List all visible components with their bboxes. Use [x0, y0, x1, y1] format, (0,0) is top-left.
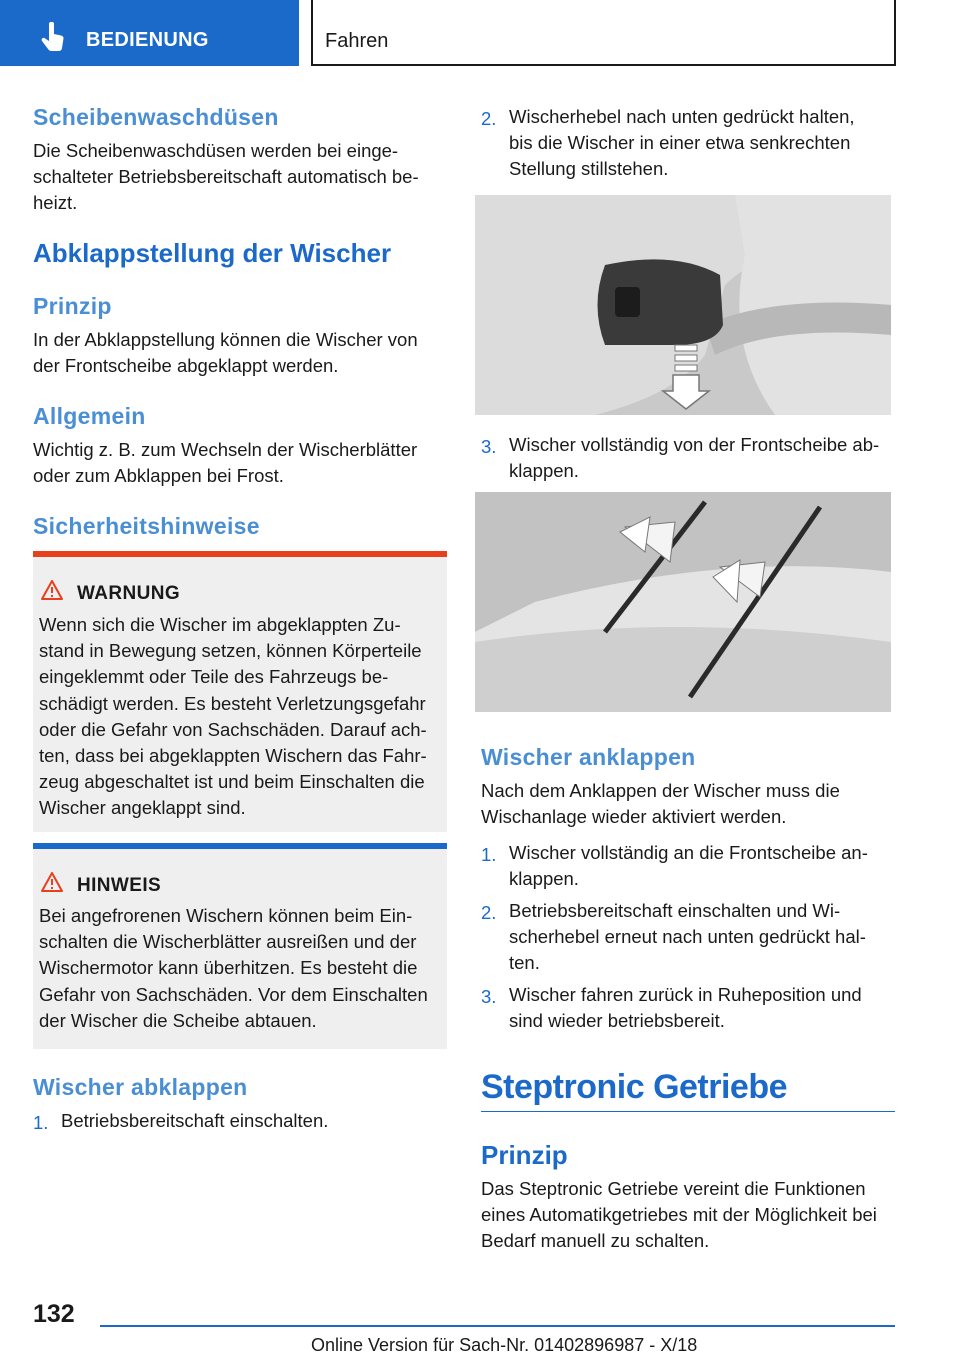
text-line: schädigt werden. Es besteht Verletzungsgefahr [39, 692, 426, 714]
text-line: Die Scheibenwaschdüsen werden bei einge- [33, 140, 399, 161]
warning-triangle-icon [41, 580, 63, 600]
step-number: 2. [481, 108, 497, 129]
text-line: Wischer vollständig von der Frontscheibe ab- [509, 434, 880, 455]
text-line: Betriebsbereitschaft einschalten und Wi- [509, 900, 841, 921]
text-line: Wischerhebel nach unten gedrückt halten, [509, 106, 855, 127]
heading-rule [481, 1111, 895, 1112]
paragraph-prinzip [33, 327, 418, 379]
text-line: Bedarf manuell zu schalten. [481, 1230, 710, 1252]
heading-sicherheitshinweise: Sicherheitshinweise [33, 513, 260, 539]
step-text [509, 840, 868, 892]
text-line: der Wischer die Scheibe abtauen. [39, 1009, 317, 1031]
heading-prinzip-2: Prinzip [481, 1140, 568, 1170]
text-line: zeug abgeschaltet ist und beim Einschalten die [39, 771, 425, 793]
text-line: Wenn sich die Wischer im abgeklappten Zu- [39, 614, 401, 635]
heading-prinzip: Prinzip [33, 293, 112, 319]
text-line: Nach dem Anklappen der Wischer muss die [481, 780, 840, 801]
step-number: 1. [481, 844, 497, 865]
footer-rule [100, 1325, 895, 1327]
text-line: scherhebel erneut nach unten gedrückt hal- [509, 926, 866, 948]
text-line: klappen. [509, 460, 579, 482]
text-line: bis die Wischer in einer etwa senkrechten [509, 132, 851, 154]
text-line: schalteter Betriebsbereitschaft automatisch be- [33, 166, 419, 188]
text-line: eingeklemmt oder Teile des Fahrzeugs be- [39, 666, 389, 688]
warning-title: WARNUNG [77, 583, 181, 604]
notice-title: HINWEIS [77, 875, 162, 896]
step-text [61, 1108, 328, 1134]
text-line: Wischermotor kann überhitzen. Es besteht die [39, 957, 418, 979]
hand-pointer-icon [40, 22, 66, 52]
notice-triangle-icon [41, 872, 63, 892]
text-line: schalten die Wischerblätter ausreißen und der [39, 931, 417, 953]
text-line: heizt. [33, 192, 78, 214]
heading-abklappstellung: Abklappstellung der Wischer [33, 238, 392, 268]
text-line: Bei angefrorenen Wischern können beim Ein- [39, 905, 413, 926]
heading-wischer-anklappen: Wischer anklappen [481, 744, 696, 770]
text-line: oder die Gefahr von Sachschäden. Darauf ach- [39, 718, 427, 740]
paragraph-scheibenwaschduesen [33, 138, 419, 217]
step-text [509, 432, 879, 484]
warning-text [39, 612, 443, 822]
text-line: Wischanlage wieder aktiviert werden. [481, 806, 787, 828]
text-line: der Frontscheibe abgeklappt werden. [33, 355, 339, 377]
heading-allgemein: Allgemein [33, 403, 146, 429]
step-number: 3. [481, 986, 497, 1007]
text-line: Das Steptronic Getriebe vereint die Funktionen [481, 1178, 866, 1199]
page-number: 132 [33, 1300, 75, 1328]
text-line: Wischer angeklappt sind. [39, 797, 246, 819]
text-line: oder zum Abklappen bei Frost. [33, 465, 284, 487]
text-line: sind wieder betriebsbereit. [509, 1010, 725, 1032]
text-line: In der Abklappstellung können die Wischer von [33, 329, 418, 350]
section-tab [0, 0, 299, 66]
step-number: 3. [481, 436, 497, 457]
text-line: Betriebsbereitschaft einschalten. [61, 1110, 329, 1131]
heading-wischer-abklappen: Wischer abklappen [33, 1074, 248, 1100]
text-line: Gefahr von Sachschäden. Vor dem Einschalten [39, 983, 428, 1005]
heading-steptronic: Steptronic Getriebe [481, 1068, 788, 1106]
wipers-folded-illustration [475, 492, 891, 712]
text-line: Wischer fahren zurück in Ruheposition und [509, 984, 862, 1005]
step-text [509, 104, 855, 183]
step-number: 1. [33, 1112, 49, 1133]
paragraph-prinzip-2 [481, 1176, 877, 1255]
section-label: BEDIENUNG [86, 29, 209, 51]
chapter-box [311, 0, 896, 66]
chapter-title: Fahren [325, 30, 389, 52]
footer-text: Online Version für Sach-Nr. 01402896987 - X/18 [311, 1335, 698, 1355]
notice-text [39, 903, 443, 1034]
step-number: 2. [481, 902, 497, 923]
text-line: eines Automatikgetriebes mit der Möglichkeit bei [481, 1204, 877, 1226]
text-line: ten. [509, 952, 540, 974]
text-line: Stellung stillstehen. [509, 158, 669, 180]
text-line: ten, dass bei abgeklappten Wischern das Fahr- [39, 745, 427, 767]
text-line: stand in Bewegung setzen, können Körperteile [39, 640, 422, 662]
text-line: Wischer vollständig an die Frontscheibe an- [509, 842, 868, 863]
wiper-lever-illustration [475, 195, 891, 415]
step-text [509, 982, 862, 1034]
paragraph-allgemein [33, 437, 417, 489]
paragraph-anklappen [481, 778, 840, 830]
heading-scheibenwaschduesen: Scheibenwaschdüsen [33, 104, 279, 130]
step-text [509, 898, 866, 977]
text-line: Wichtig z. B. zum Wechseln der Wischerblätter [33, 439, 418, 460]
text-line: klappen. [509, 868, 579, 890]
